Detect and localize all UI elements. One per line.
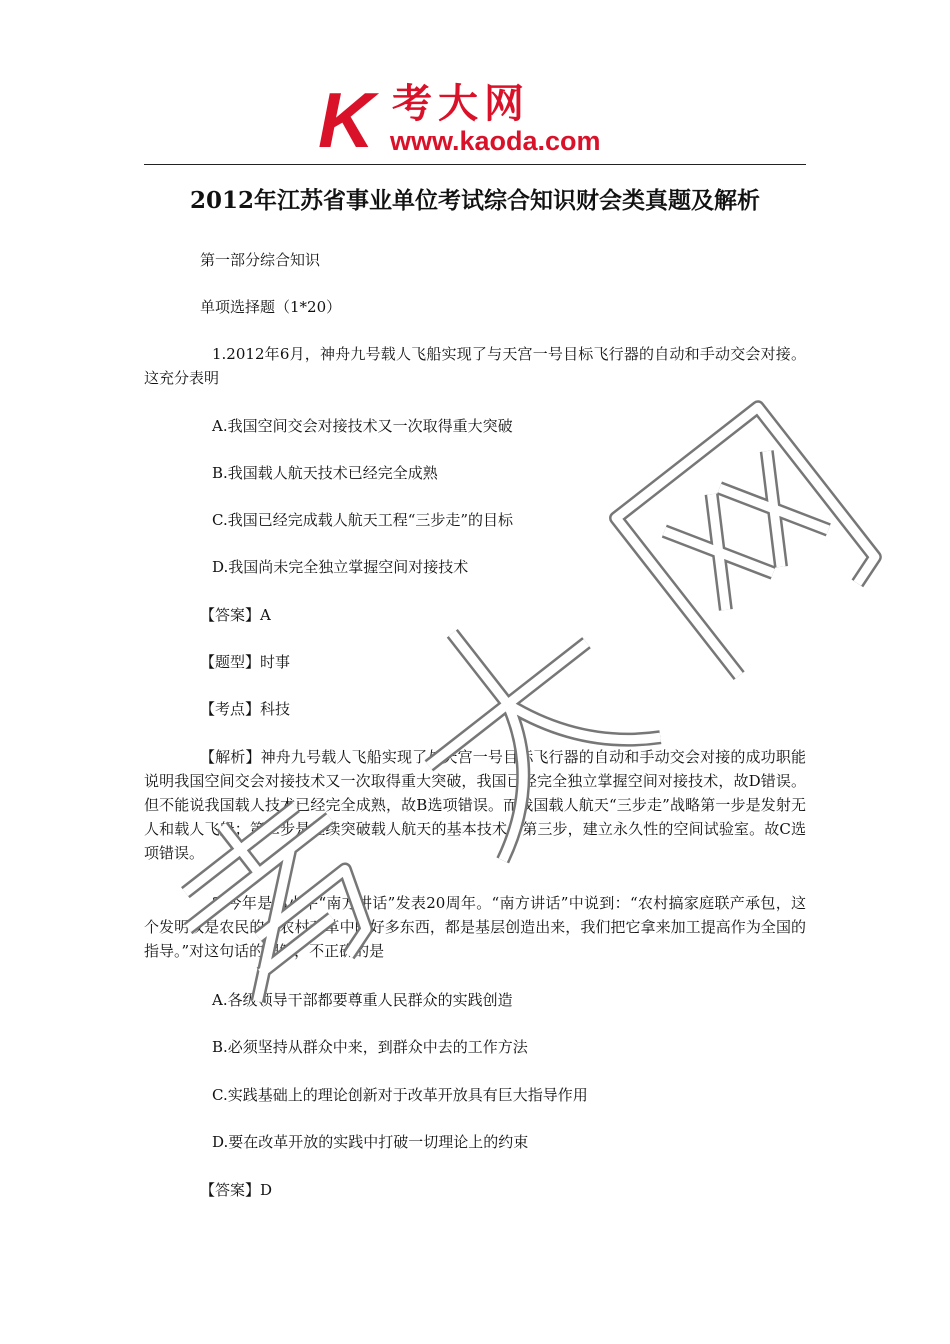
q1-option-c: C.我国已经完成载人航天工程“三步走”的目标 <box>212 511 514 529</box>
logo-k-mark: K <box>318 76 371 164</box>
q2-option-b: B.必须坚持从群众中来，到群众中去的工作方法 <box>212 1038 528 1056</box>
q2-option-d: D.要在改革开放的实践中打破一切理论上的约束 <box>212 1133 529 1151</box>
q2-stem: 2.今年是邓小平“南方讲话”发表20周年。“南方讲话”中说到：“农村搞家庭联产承包，这个发明权是农民的。农村改革中的好多东西，都是基层创造出来，我们把它拿来加工提高作为全国的指导。”对这句话的理解，不正确的是 <box>144 894 806 960</box>
q1-option-b: B.我国载人航天技术已经完全成熟 <box>212 464 438 482</box>
kaoda-logo[interactable] <box>318 76 648 164</box>
document-title: 2012年江苏省事业单位考试综合知识财会类真题及解析 <box>189 187 760 214</box>
q2-option-c: C.实践基础上的理论创新对于改革开放具有巨大指导作用 <box>212 1086 588 1104</box>
header-divider <box>144 164 806 165</box>
question-type: 单项选择题（1*20） <box>200 298 342 316</box>
section-heading: 第一部分综合知识 <box>200 251 321 269</box>
q1-question-type: 【题型】时事 <box>200 653 291 671</box>
q1-knowledge-point: 【考点】科技 <box>200 700 291 718</box>
q1-option-a: A.我国空间交会对接技术又一次取得重大突破 <box>212 417 513 435</box>
q2-option-a: A.各级领导干部都要尊重人民群众的实践创造 <box>212 991 513 1009</box>
q1-stem: 1.2012年6月，神舟九号载人飞船实现了与天宫一号目标飞行器的自动和手动交会对接。这充分表明 <box>144 345 806 387</box>
q1-option-d: D.我国尚未完全独立掌握空间对接技术 <box>212 558 469 576</box>
q1-answer: 【答案】A <box>200 606 271 624</box>
logo-url: www.kaoda.com <box>390 126 601 156</box>
logo-chinese-name: 考大网 <box>392 81 530 127</box>
q2-answer: 【答案】D <box>200 1181 273 1199</box>
q1-analysis: 【解析】神舟九号载人飞船实现了与天宫一号目标飞行器的自动和手动交会对接的成功职能说明我国空间交会对接技术又一次取得重大突破，我国已经完全独立掌握空间对接技术，故D错误。但不能说我国载人技术已经完全成熟，故B选项错误。而我国载人航天“三步走”战略第一步是发射无人和载人飞船；第二步是继续突破载人航天的基本技术；第三步，建立永久性的空间试验室。故C选项错误。 <box>144 748 806 862</box>
